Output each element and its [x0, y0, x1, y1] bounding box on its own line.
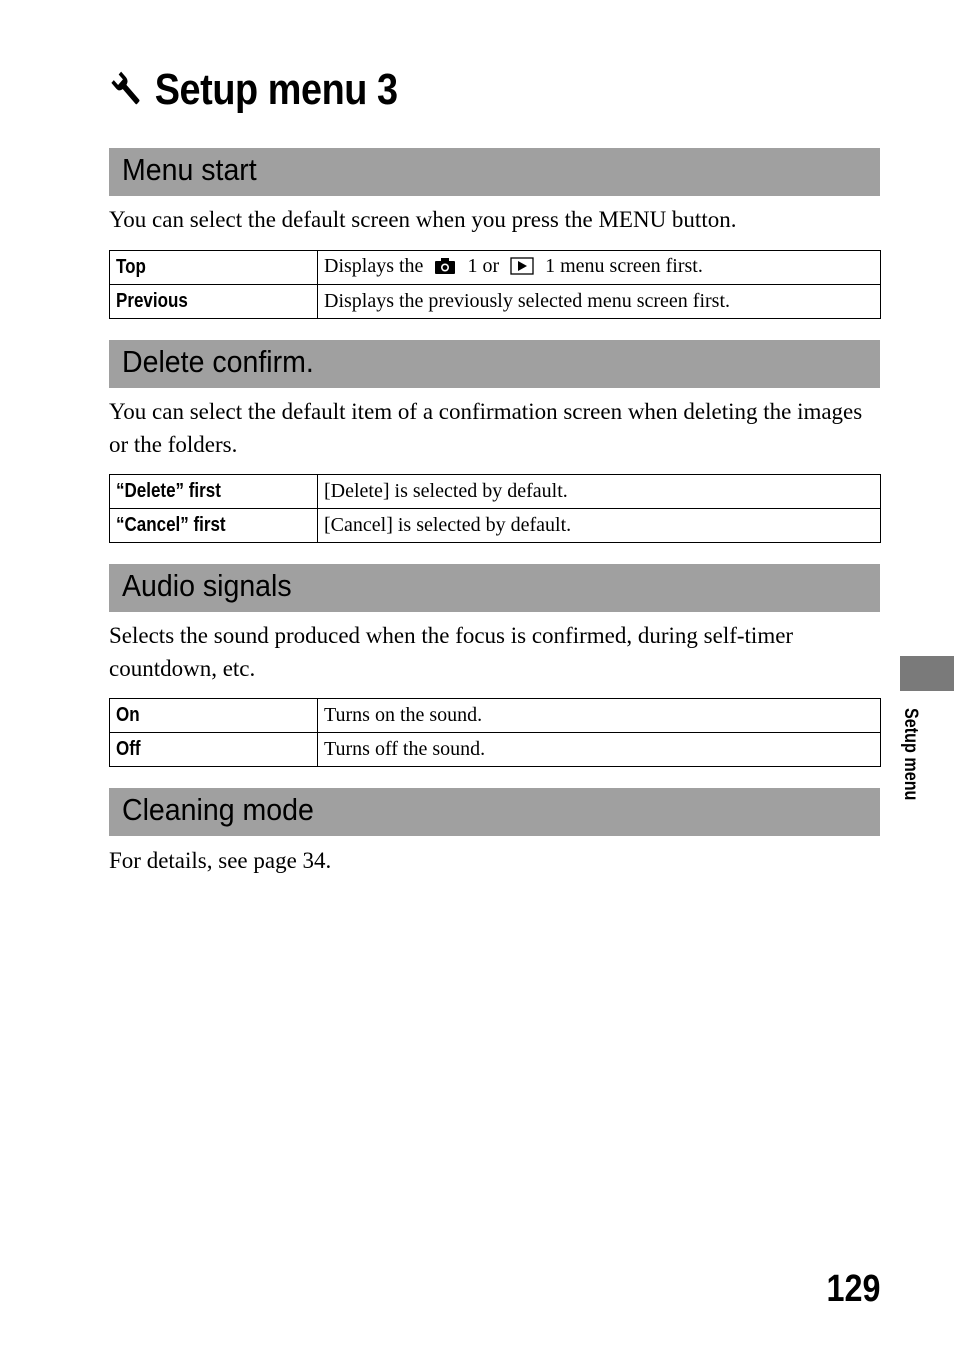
options-table-menu-start [109, 250, 881, 319]
page-number: 129 [826, 1268, 880, 1310]
camera-icon [434, 257, 456, 281]
table-row [110, 475, 881, 509]
section-heading-text: Audio signals [122, 568, 292, 603]
section-description: For details, see page 34. [109, 848, 332, 873]
options-table-audio-signals [109, 698, 881, 767]
section-heading-cleaning-mode [109, 788, 880, 836]
table-row [110, 251, 881, 285]
option-name: “Cancel” first [110, 509, 318, 543]
option-name: On [110, 699, 318, 733]
section-description: Selects the sound produced when the focus is confirmed, during self-timer countdown, etc. [109, 623, 794, 681]
section-description: You can select the default screen when you press the MENU button. [109, 207, 737, 232]
wrench-icon [110, 70, 144, 110]
section-heading-delete-confirm [109, 340, 880, 388]
option-description: Displays the previously selected menu screen first. [318, 285, 881, 319]
option-name: Top [110, 251, 318, 285]
table-row [110, 509, 881, 543]
option-description: Turns off the sound. [318, 733, 881, 767]
table-row [110, 733, 881, 767]
section-heading-text: Delete confirm. [122, 344, 314, 379]
chapter-tab-marker [900, 656, 954, 691]
table-row [110, 285, 881, 319]
page-title [110, 62, 398, 118]
chapter-tab-label: Setup menu [900, 708, 921, 801]
section-heading-text: Menu start [122, 152, 257, 187]
section-heading-audio-signals [109, 564, 880, 612]
section-heading-text: Cleaning mode [122, 792, 314, 827]
option-name: “Delete” first [110, 475, 318, 509]
option-description: [Cancel] is selected by default. [318, 509, 881, 543]
option-description: [Delete] is selected by default. [318, 475, 881, 509]
options-table-delete-confirm [109, 474, 881, 543]
option-description: Turns on the sound. [318, 699, 881, 733]
option-name: Previous [110, 285, 318, 319]
section-heading-menu-start [109, 148, 880, 196]
option-description: Displays the 1 or 1 menu screen first. [318, 251, 881, 285]
page-title-text: Setup menu 3 [154, 65, 398, 114]
section-description: You can select the default item of a confirmation screen when deleting the images or the folders. [109, 399, 863, 457]
table-row [110, 699, 881, 733]
playback-icon [510, 257, 534, 281]
option-name: Off [110, 733, 318, 767]
